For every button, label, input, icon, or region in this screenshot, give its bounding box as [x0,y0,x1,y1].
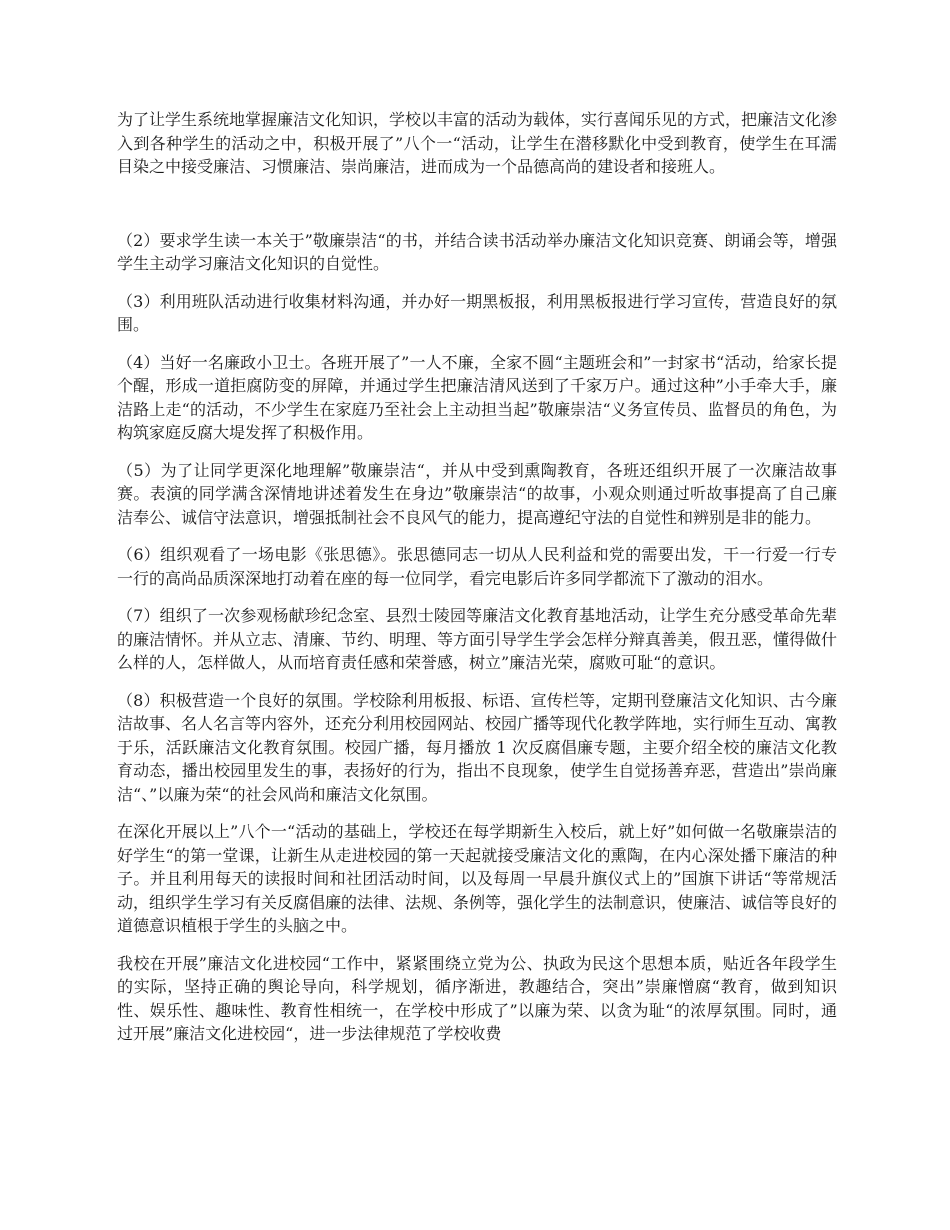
item-7-paragraph: （7）组织了一次参观杨献珍纪念室、县烈士陵园等廉洁文化教育基地活动，让学生充分感受革命先辈的廉洁情怀。并从立志、清廉、节约、明理、等方面引导学生学会怎样分辩真善美，假丑恶，懂得做什么样的人，怎样做人，从而培育责任感和荣誉感，树立”廉洁光荣，腐败可耻“的意识。 [117,606,838,672]
document-body [117,108,837,1060]
item-3-paragraph: （3）利用班队活动进行收集材料沟通，并办好一期黑板报，利用黑板报进行学习宣传，营造良好的氛围。 [117,291,837,334]
item-6-paragraph: （6）组织观看了一场电影《张思德》。张思德同志一切从人民利益和党的需要出发，干一行爱一行专一行的高尚品质深深地打动着在座的每一位同学，看完电影后许多同学都流下了激动的泪水。 [117,545,837,588]
summary-paragraph: 在深化开展以上”八个一“活动的基础上，学校还在每学期新生入校后，就上好”如何做一名敬廉崇洁的好学生“的第一堂课，让新生从走进校园的第一天起就接受廉洁文化的熏陶，在内心深处播下廉洁的种子。并且利用每天的读报时间和社团活动时间，以及每周一早晨升旗仪式上的”国旗下讲话“等常规活动，组织学生学习有关反腐倡廉的法律、法规、条例等，强化学生的法制意识，使廉洁、诚信等良好的道德意识植根于学生的头脑之中。 [117,822,838,935]
intro-paragraph: 为了让学生系统地掌握廉洁文化知识，学校以丰富的活动为载体，实行喜闻乐见的方式，把廉洁文化渗入到各种学生的活动之中，积极开展了”八个一“活动，让学生在潜移默化中受到教育，使学生在耳濡目染之中接受廉洁、习惯廉洁、崇尚廉洁，进而成为一个品德高尚的建设者和接班人。 [117,110,838,176]
closing-paragraph: 我校在开展”廉洁文化进校园“工作中，紧紧围绕立党为公、执政为民这个思想本质，贴近各年段学生的实际，坚持正确的舆论导向，科学规划，循序渐进，教趣结合，突出”崇廉憎腐“教育，做到知识性、娱乐性、趣味性、教育性相统一，在学校中形成了”以廉为荣、以贪为耻“的浓厚氛围。同时，通过开展”廉洁文化进校园“，进一步法律规范了学校收费 [117,953,837,1043]
item-5-paragraph: （5）为了让同学更深化地理解”敬廉崇洁“，并从中受到熏陶教育，各班还组织开展了一次廉洁故事赛。表演的同学满含深情地讲述着发生在身边”敬廉崇洁“的故事，小观众则通过听故事提高了自己廉洁奉公、诚信守法意识，增强抵制社会不良风气的能力，提高遵纪守法的自觉性和辨别是非的能力。 [117,460,837,527]
item-2-paragraph: （2）要求学生读一本关于”敬廉崇洁“的书，并结合读书活动举办廉洁文化知识竞赛、朗诵会等，增强学生主动学习廉洁文化知识的自觉性。 [117,230,837,273]
item-8-paragraph: （8）积极营造一个良好的氛围。学校除利用板报、标语、宣传栏等，定期刊登廉洁文化知识、古今廉洁故事、名人名言等内容外，还充分利用校园网站、校园广播等现代化教学阵地，实行师生互动、寓教于乐，活跃廉洁文化教育氛围。校园广播，每月播放 1 次反腐倡廉专题，主要介绍全校的廉洁文化教育动态，播出校园里发生的事，表扬好的行为，指出不良现象，使学生自觉扬善弃恶，营造出”崇尚廉洁“、”以廉为荣“的社会风尚和廉洁文化氛围。 [117,690,838,804]
item-4-paragraph: （4）当好一名廉政小卫士。各班开展了”一人不廉，全家不圆“主题班会和”一封家书“活动，给家长提个醒，形成一道拒腐防变的屏障，并通过学生把廉洁清风送到了千家万户。通过这种”小手牵大手，廉洁路上走“的活动，不少学生在家庭乃至社会上主动担当起”敬廉崇洁“义务宣传员、监督员的角色，为构筑家庭反腐大堤发挥了积极作用。 [117,352,837,442]
